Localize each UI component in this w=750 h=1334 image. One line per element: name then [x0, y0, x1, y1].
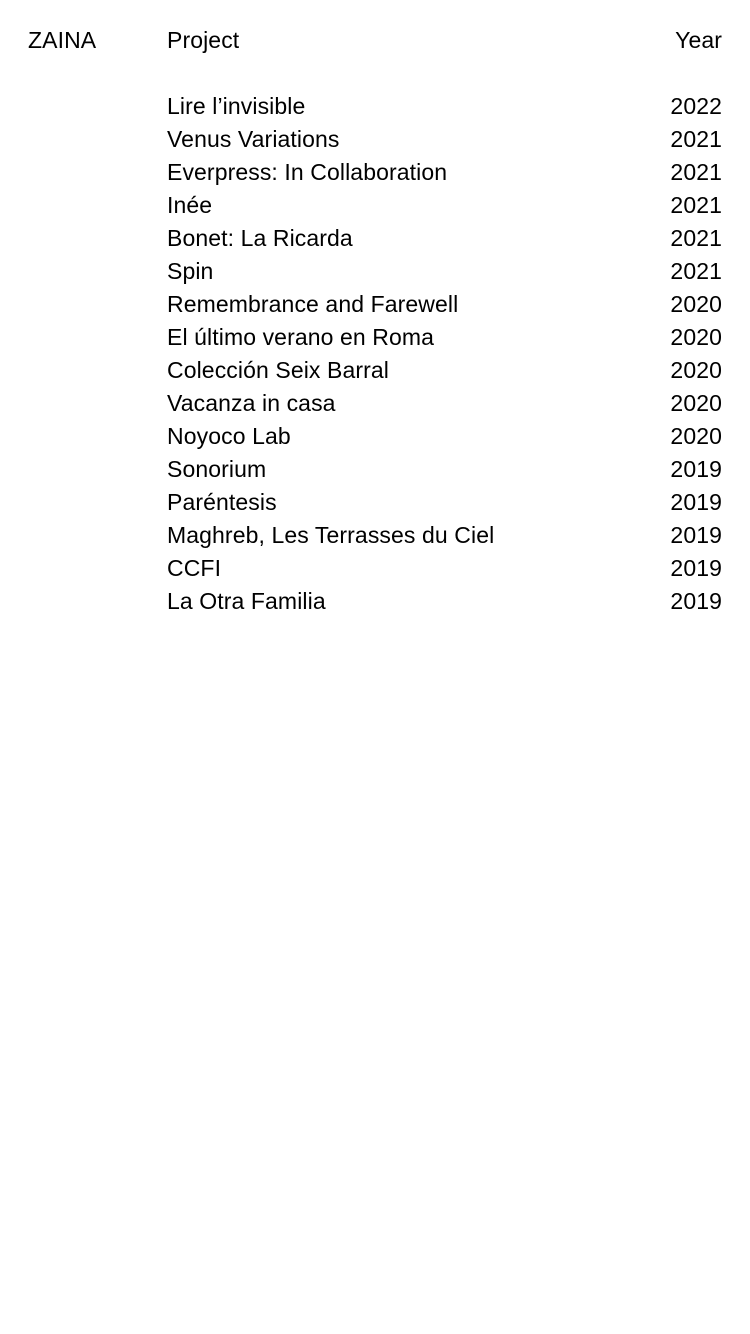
- project-title: Venus Variations: [167, 126, 340, 152]
- project-title: Sonorium: [167, 456, 267, 482]
- project-year: 2019: [670, 555, 722, 581]
- project-row[interactable]: [167, 189, 722, 222]
- project-year: 2019: [670, 489, 722, 515]
- project-title: CCFI: [167, 555, 222, 581]
- project-title: Inée: [167, 192, 213, 218]
- column-header: [167, 24, 722, 57]
- brand-logo-link[interactable]: ZAINA: [28, 27, 97, 53]
- project-row[interactable]: [167, 453, 722, 486]
- project-row[interactable]: [167, 255, 722, 288]
- project-row[interactable]: [167, 585, 722, 618]
- project-year: 2021: [670, 126, 722, 152]
- project-year: 2020: [670, 423, 722, 449]
- project-year: 2021: [670, 192, 722, 218]
- project-year: 2020: [670, 390, 722, 416]
- project-row[interactable]: [167, 519, 722, 552]
- project-year: 2022: [670, 93, 722, 119]
- project-year: 2020: [670, 324, 722, 350]
- project-year: 2019: [670, 588, 722, 614]
- project-year: 2020: [670, 357, 722, 383]
- year-column-label: Year: [675, 27, 722, 53]
- project-title: Vacanza in casa: [167, 390, 336, 416]
- project-title: Everpress: In Collaboration: [167, 159, 448, 185]
- project-year: 2021: [670, 159, 722, 185]
- project-title: Maghreb, Les Terrasses du Ciel: [167, 522, 495, 548]
- project-title: Spin: [167, 258, 214, 284]
- project-row[interactable]: [167, 90, 722, 123]
- project-row[interactable]: [167, 354, 722, 387]
- project-year: 2019: [670, 456, 722, 482]
- project-column-label: Project: [167, 27, 240, 53]
- project-year: 2019: [670, 522, 722, 548]
- project-year: 2021: [670, 225, 722, 251]
- project-title: Colección Seix Barral: [167, 357, 389, 383]
- project-row[interactable]: [167, 321, 722, 354]
- project-row[interactable]: [167, 486, 722, 519]
- project-title: La Otra Familia: [167, 588, 326, 614]
- project-title: Lire l’invisible: [167, 93, 306, 119]
- project-row[interactable]: [167, 156, 722, 189]
- project-year: 2020: [670, 291, 722, 317]
- project-title: Noyoco Lab: [167, 423, 291, 449]
- project-row[interactable]: [167, 420, 722, 453]
- project-row[interactable]: [167, 222, 722, 255]
- project-title: Bonet: La Ricarda: [167, 225, 353, 251]
- project-row[interactable]: [167, 552, 722, 585]
- project-title: El último verano en Roma: [167, 324, 435, 350]
- project-year: 2021: [670, 258, 722, 284]
- project-row[interactable]: [167, 288, 722, 321]
- project-list: [167, 90, 722, 618]
- project-row[interactable]: [167, 123, 722, 156]
- project-row[interactable]: [167, 387, 722, 420]
- project-title: Paréntesis: [167, 489, 277, 515]
- project-title: Remembrance and Farewell: [167, 291, 459, 317]
